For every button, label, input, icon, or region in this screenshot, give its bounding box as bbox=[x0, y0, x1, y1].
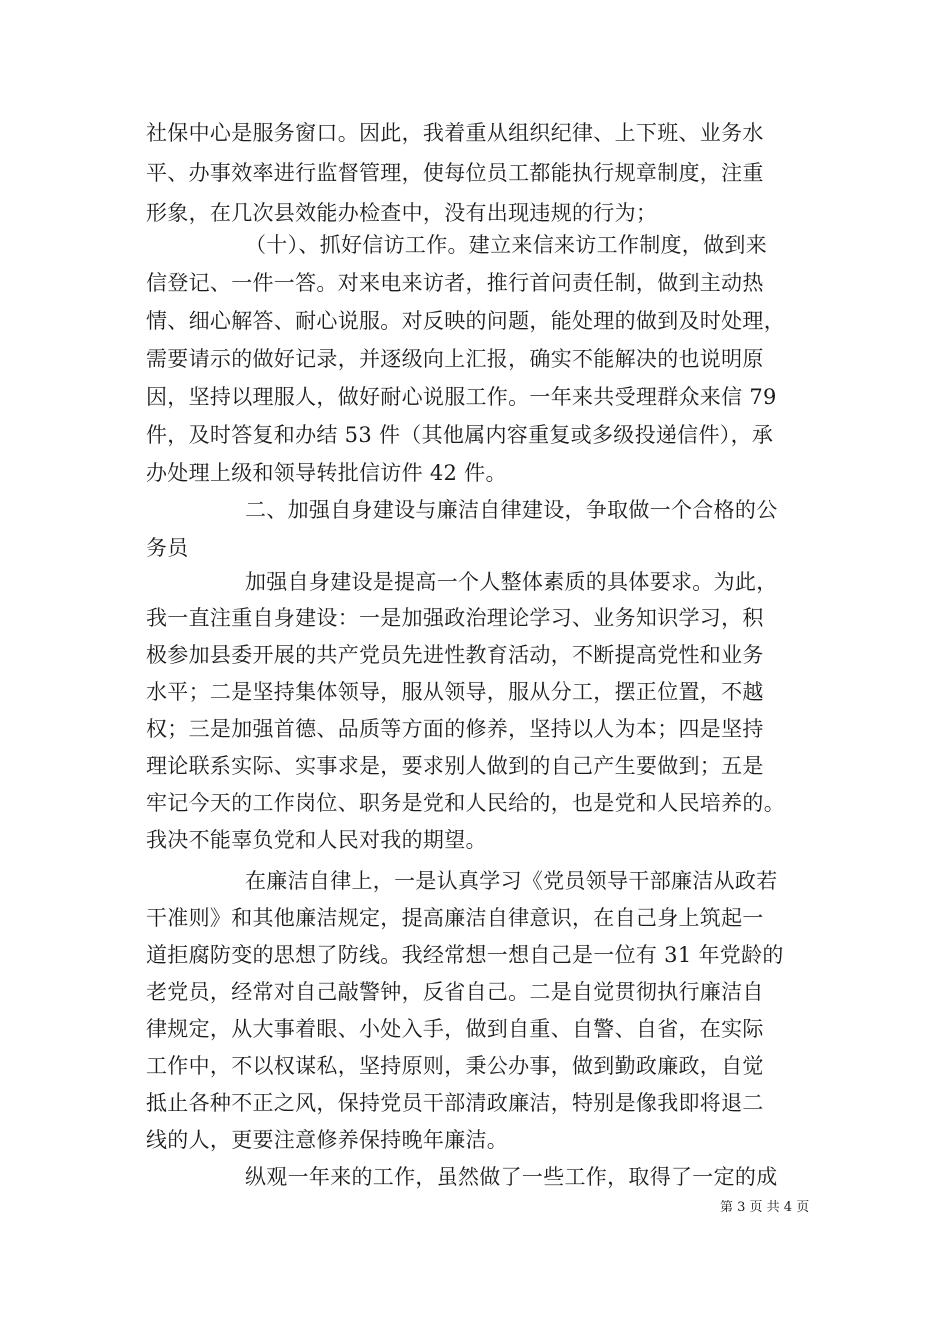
paragraph-start-line: 加强自身建设是提高一个人整体素质的具体要求。为此， bbox=[245, 570, 778, 594]
text-line: 律规定，从大事着眼、小处入手，做到自重、自警、自省，在实际 bbox=[146, 1017, 764, 1041]
text-line: 极参加县委开展的共产党员先进性教育活动，不断提高党性和业务 bbox=[146, 643, 764, 667]
text-line: 需要请示的做好记录，并逐级向上汇报，确实不能解决的也说明原 bbox=[146, 347, 764, 371]
section-heading-line: 二、加强自身建设与廉洁自律建设，争取做一个合格的公 bbox=[245, 498, 778, 522]
text-line: 平、办事效率进行监督管理，使每位员工都能执行规章制度，注重 bbox=[146, 161, 764, 185]
text-line: 工作中，不以权谋私，坚持原则，秉公办事，做到勤政廉政，自觉 bbox=[146, 1054, 764, 1078]
text-line: 水平；二是坚持集体领导，服从领导，服从分工，摆正位置，不越 bbox=[146, 680, 764, 704]
text-line: 形象，在几次县效能办检查中，没有出现违规的行为； bbox=[146, 201, 658, 225]
text-line: 线的人，更要注意修养保持晚年廉洁。 bbox=[146, 1128, 509, 1152]
text-line: 抵止各种不正之风，保持党员干部清政廉洁，特别是像我即将退二 bbox=[146, 1091, 764, 1115]
text-line: 因，坚持以理服人，做好耐心说服工作。一年来共受理群众来信 79 bbox=[146, 385, 777, 409]
section-heading-line: 务员 bbox=[146, 536, 189, 560]
text-line: 道拒腐防变的思想了防线。我经常想一想自己是一位有 31 年党龄的 bbox=[146, 943, 784, 967]
text-line: 信登记、一件一答。对来电来访者，推行首问责任制，做到主动热 bbox=[146, 271, 764, 295]
text-line: 情、细心解答、耐心说服。对反映的问题，能处理的做到及时处理， bbox=[146, 309, 785, 333]
text-line: 件，及时答复和办结 53 件（其他属内容重复或多级投递信件），承 bbox=[146, 423, 774, 447]
text-line: 社保中心是服务窗口。因此，我着重从组织纪律、上下班、业务水 bbox=[146, 121, 764, 145]
text-line: 牢记今天的工作岗位、职务是党和人民给的，也是党和人民培养的。 bbox=[146, 791, 785, 815]
text-line: 老党员，经常对自己敲警钟，反省自己。二是自觉贯彻执行廉洁自 bbox=[146, 980, 764, 1004]
paragraph-start-line: 纵观一年来的工作，虽然做了一些工作，取得了一定的成 bbox=[245, 1165, 778, 1189]
text-line: 干准则》和其他廉洁规定，提高廉洁自律意识，在自己身上筑起一 bbox=[146, 906, 764, 930]
text-line: 办处理上级和领导转批信访件 42 件。 bbox=[146, 461, 507, 485]
text-line: 我决不能辜负党和人民对我的期望。 bbox=[146, 828, 487, 852]
text-line: 权；三是加强首德、品质等方面的修养，坚持以人为本；四是坚持 bbox=[146, 717, 764, 741]
page-number-footer: 第 3 页 共 4 页 bbox=[720, 1200, 810, 1215]
text-line: 我一直注重自身建设：一是加强政治理论学习、业务知识学习，积 bbox=[146, 606, 764, 630]
paragraph-start-line: 在廉洁自律上，一是认真学习《党员领导干部廉洁从政若 bbox=[245, 869, 778, 893]
paragraph-start-line: （十）、抓好信访工作。建立来信来访工作制度，做到来 bbox=[245, 233, 767, 257]
text-line: 理论联系实际、实事求是，要求别人做到的自己产生要做到；五是 bbox=[146, 754, 764, 778]
